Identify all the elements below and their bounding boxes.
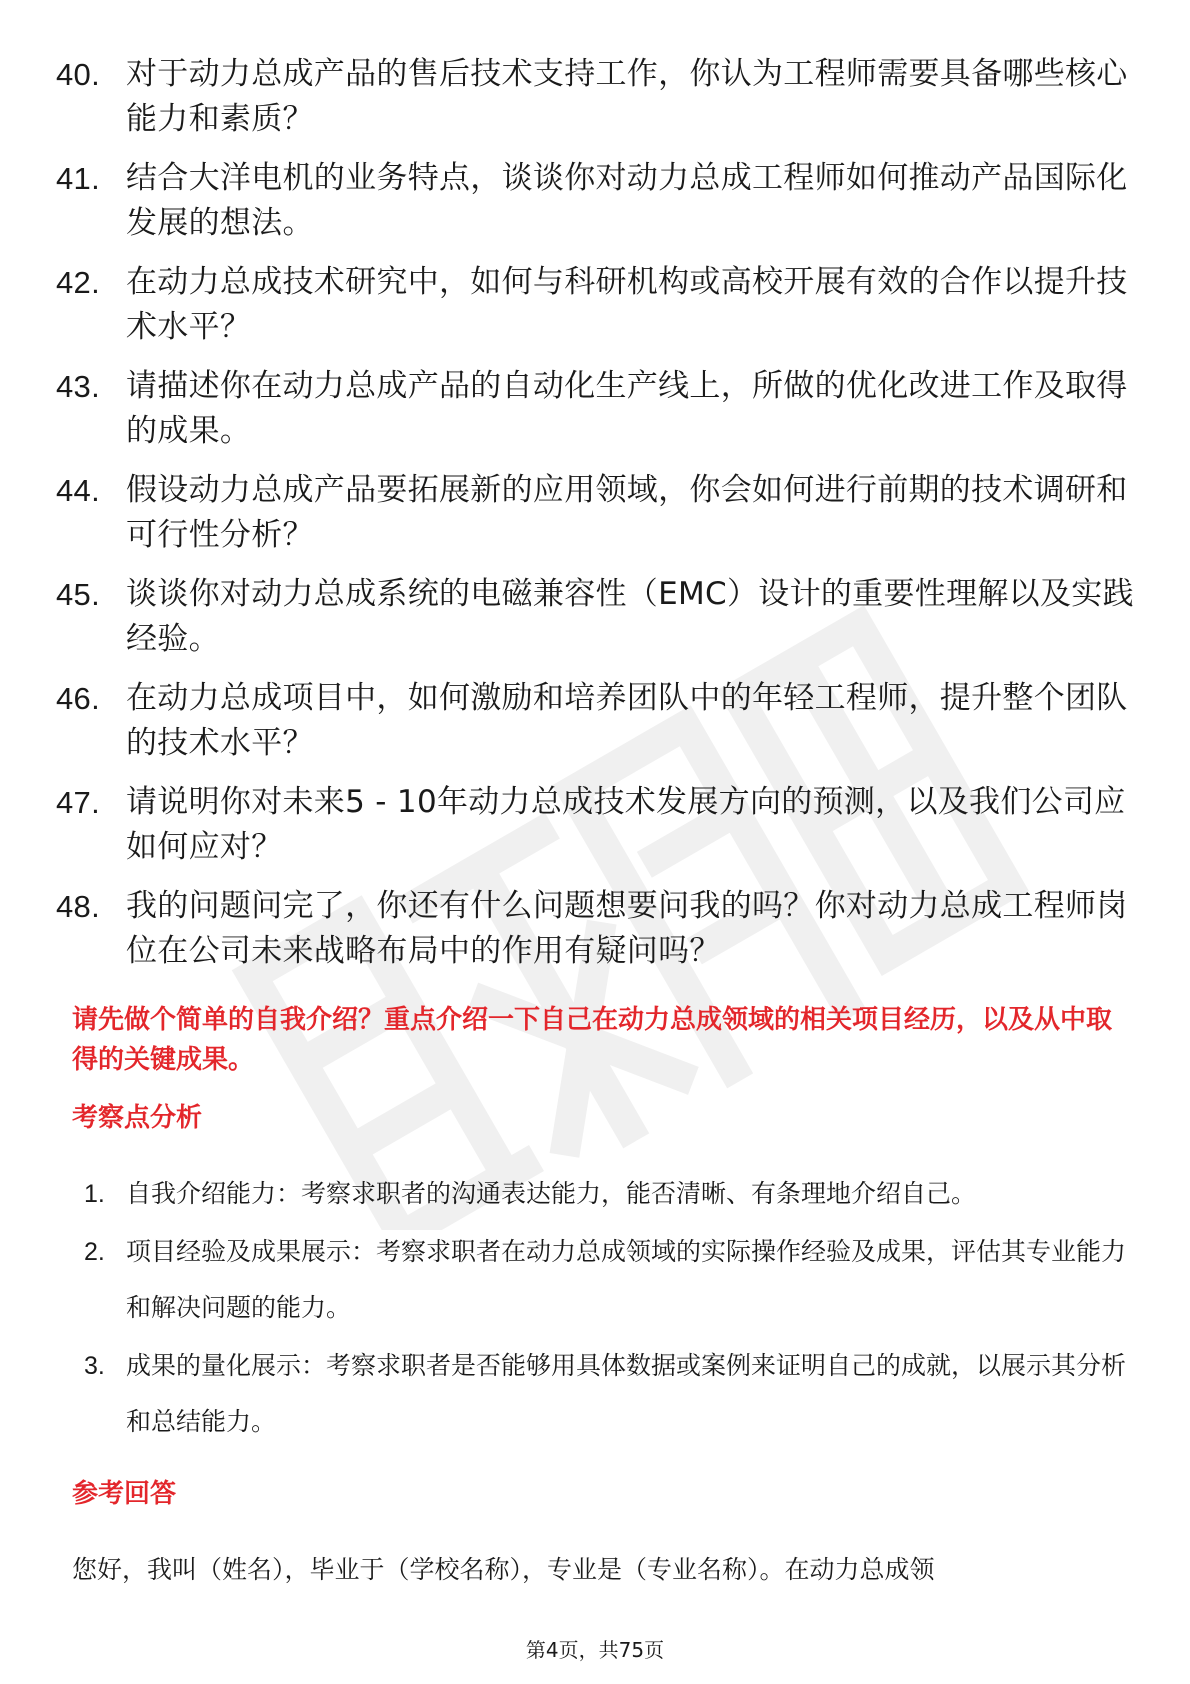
question-number: 42. <box>56 265 100 300</box>
list-item <box>56 780 1136 870</box>
question-text: 对于动力总成产品的售后技术支持工作，你认为工程师需要具备哪些核心能力和素质？ <box>126 56 1128 137</box>
list-item <box>84 1166 1134 1222</box>
analysis-list <box>84 1166 1134 1452</box>
analysis-text: 项目经验及成果展示：考察求职者在动力总成领域的实际操作经验及成果，评估其专业能力和解决问题的能力。 <box>126 1237 1127 1322</box>
list-item <box>56 884 1136 974</box>
question-text: 谈谈你对动力总成系统的电磁兼容性（EMC）设计的重要性理解以及实践经验。 <box>126 576 1134 657</box>
list-item <box>56 156 1136 246</box>
list-item <box>56 676 1136 766</box>
analysis-text: 成果的量化展示：考察求职者是否能够用具体数据或案例来证明自己的成就，以展示其分析和总结能力。 <box>126 1351 1127 1436</box>
answer-heading: 参考回答 <box>72 1479 177 1509</box>
question-list <box>56 52 1136 988</box>
question-number: 48. <box>56 889 100 924</box>
analysis-number: 1. <box>84 1180 105 1208</box>
list-item <box>56 572 1136 662</box>
list-item <box>56 468 1136 558</box>
page-footer: 第4页，共75页 <box>525 1638 665 1662</box>
question-number: 41. <box>56 161 100 196</box>
question-number: 45. <box>56 577 100 612</box>
question-text: 在动力总成技术研究中，如何与科研机构或高校开展有效的合作以提升技术水平？ <box>126 264 1128 345</box>
question-text: 我的问题问完了，你还有什么问题想要问我的吗？你对动力总成工程师岗位在公司未来战略布局中的作用有疑问吗？ <box>126 888 1128 969</box>
analysis-number: 3. <box>84 1352 105 1380</box>
list-item <box>56 260 1136 350</box>
list-item <box>84 1338 1134 1450</box>
list-item <box>56 52 1136 142</box>
analysis-number: 2. <box>84 1238 105 1266</box>
question-text: 在动力总成项目中，如何激励和培养团队中的年轻工程师，提升整个团队的技术水平？ <box>126 680 1128 761</box>
analysis-text: 自我介绍能力：考察求职者的沟通表达能力，能否清晰、有条理地介绍自己。 <box>126 1179 977 1208</box>
question-number: 40. <box>56 57 100 92</box>
question-text: 结合大洋电机的业务特点，谈谈你对动力总成工程师如何推动产品国际化发展的想法。 <box>126 160 1128 241</box>
question-text: 请说明你对未来5 - 10年动力总成技术发展方向的预测，以及我们公司应如何应对？ <box>126 784 1126 865</box>
highlighted-question: 请先做个简单的自我介绍？重点介绍一下自己在动力总成领域的相关项目经历，以及从中取得的关键成果。 <box>72 1005 1113 1075</box>
list-item <box>84 1224 1134 1336</box>
list-item <box>56 364 1136 454</box>
question-text: 假设动力总成产品要拓展新的应用领域，你会如何进行前期的技术调研和可行性分析？ <box>126 472 1128 553</box>
question-number: 47. <box>56 785 100 820</box>
question-number: 43. <box>56 369 100 404</box>
question-number: 46. <box>56 681 100 716</box>
question-number: 44. <box>56 473 100 508</box>
analysis-heading: 考察点分析 <box>72 1103 203 1133</box>
question-text: 请描述你在动力总成产品的自动化生产线上，所做的优化改进工作及取得的成果。 <box>126 368 1128 449</box>
answer-paragraph: 您好，我叫（姓名），毕业于（学校名称），专业是（专业名称）。在动力总成领 <box>72 1555 935 1584</box>
